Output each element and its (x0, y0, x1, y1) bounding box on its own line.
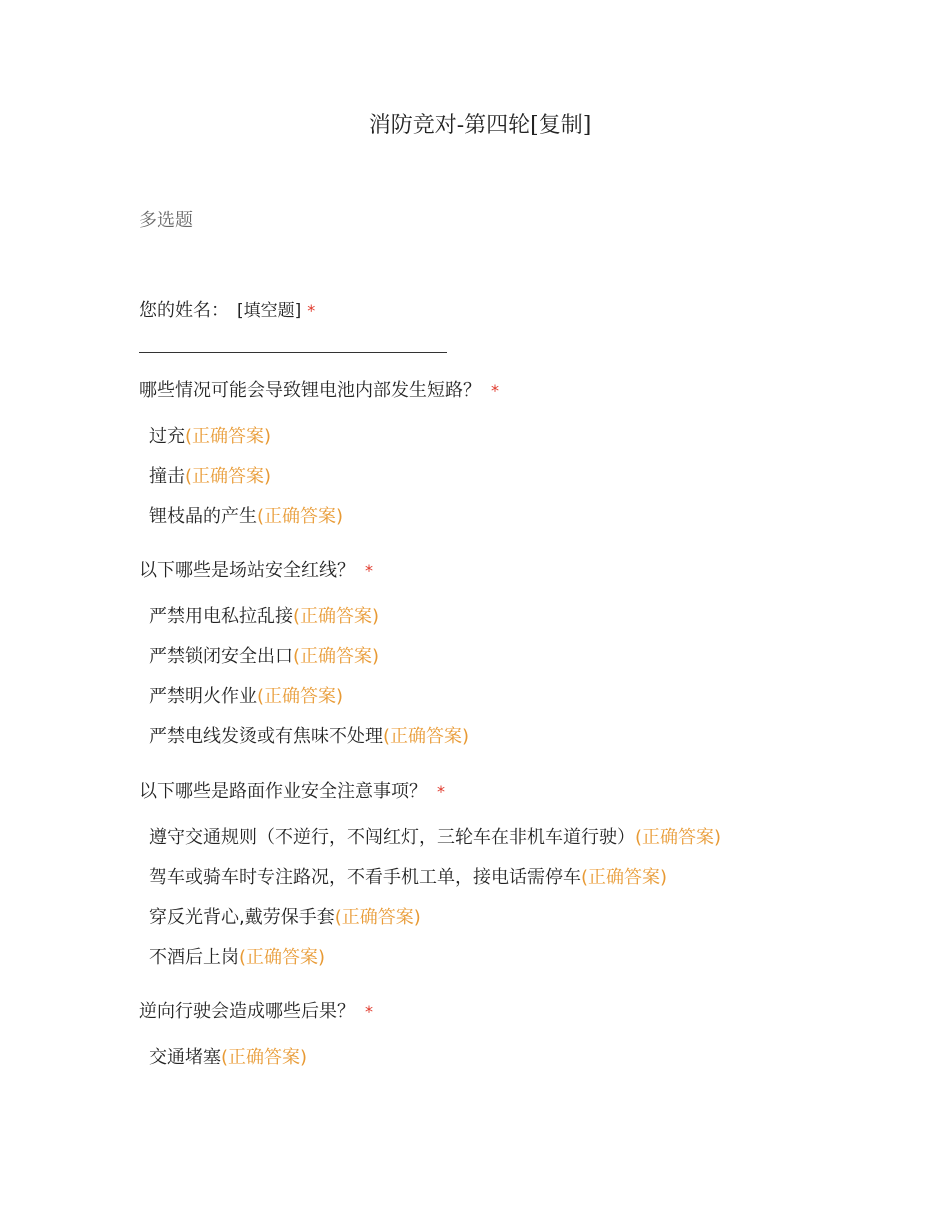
question-title (139, 378, 919, 404)
required-star: * (365, 1002, 373, 1021)
question-3 (139, 779, 919, 985)
option-item[interactable] (139, 865, 919, 905)
question-text: 以下哪些是路面作业安全注意事项？ (139, 781, 427, 802)
option-item[interactable] (139, 905, 919, 945)
page-title: 消防竞对-第四轮[复制] (368, 113, 592, 138)
required-star: * (307, 301, 316, 320)
option-label: 撞击 (149, 466, 185, 487)
section-label: 多选题 (139, 210, 193, 231)
name-answer-blank[interactable] (139, 352, 447, 353)
correct-answer-tag: (正确答案) (581, 867, 668, 888)
name-question (139, 298, 315, 324)
option-list (139, 825, 919, 985)
question-text: 以下哪些是场站安全红线？ (139, 560, 355, 581)
correct-answer-tag: (正确答案) (221, 1047, 308, 1068)
correct-answer-tag: (正确答案) (293, 606, 380, 627)
option-item[interactable] (139, 1045, 919, 1085)
question-text: 逆向行驶会造成哪些后果？ (139, 1001, 355, 1022)
question-2 (139, 558, 919, 764)
question-text: 哪些情况可能会导致锂电池内部发生短路？ (139, 380, 481, 401)
option-item[interactable] (139, 684, 919, 724)
question-title (139, 999, 919, 1025)
question-1 (139, 378, 919, 544)
option-item[interactable] (139, 945, 919, 985)
option-item[interactable] (139, 464, 919, 504)
option-label: 交通堵塞 (149, 1047, 221, 1068)
option-label: 驾车或骑车时专注路况，不看手机工单，接电话需停车 (149, 867, 581, 888)
question-type-tag: [填空题] (237, 301, 302, 321)
question-title (139, 779, 919, 805)
option-list (139, 1045, 919, 1085)
question-title (139, 558, 919, 584)
option-list (139, 604, 919, 764)
correct-answer-tag: (正确答案) (239, 947, 326, 968)
option-label: 严禁锁闭安全出口 (149, 646, 293, 667)
option-label: 严禁电线发烫或有焦味不处理 (149, 726, 383, 747)
option-item[interactable] (139, 604, 919, 644)
option-item[interactable] (139, 644, 919, 684)
correct-answer-tag: (正确答案) (293, 646, 380, 667)
option-label: 遵守交通规则（不逆行，不闯红灯，三轮车在非机车道行驶） (149, 827, 635, 848)
correct-answer-tag: (正确答案) (185, 426, 272, 447)
correct-answer-tag: (正确答案) (257, 506, 344, 527)
correct-answer-tag: (正确答案) (635, 827, 722, 848)
option-label: 不酒后上岗 (149, 947, 239, 968)
option-item[interactable] (139, 724, 919, 764)
option-label: 过充 (149, 426, 185, 447)
question-4 (139, 999, 919, 1085)
required-star: * (491, 381, 499, 400)
option-label: 严禁明火作业 (149, 686, 257, 707)
option-label: 锂枝晶的产生 (149, 506, 257, 527)
option-item[interactable] (139, 424, 919, 464)
required-star: * (365, 561, 373, 580)
correct-answer-tag: (正确答案) (185, 466, 272, 487)
option-list (139, 424, 919, 544)
option-label: 穿反光背心,戴劳保手套 (149, 907, 335, 928)
option-item[interactable] (139, 825, 919, 865)
correct-answer-tag: (正确答案) (383, 726, 470, 747)
option-item[interactable] (139, 504, 919, 544)
option-label: 严禁用电私拉乱接 (149, 606, 293, 627)
name-question-label: 您的姓名： (139, 300, 229, 321)
correct-answer-tag: (正确答案) (334, 907, 421, 928)
required-star: * (437, 782, 445, 801)
correct-answer-tag: (正确答案) (257, 686, 344, 707)
